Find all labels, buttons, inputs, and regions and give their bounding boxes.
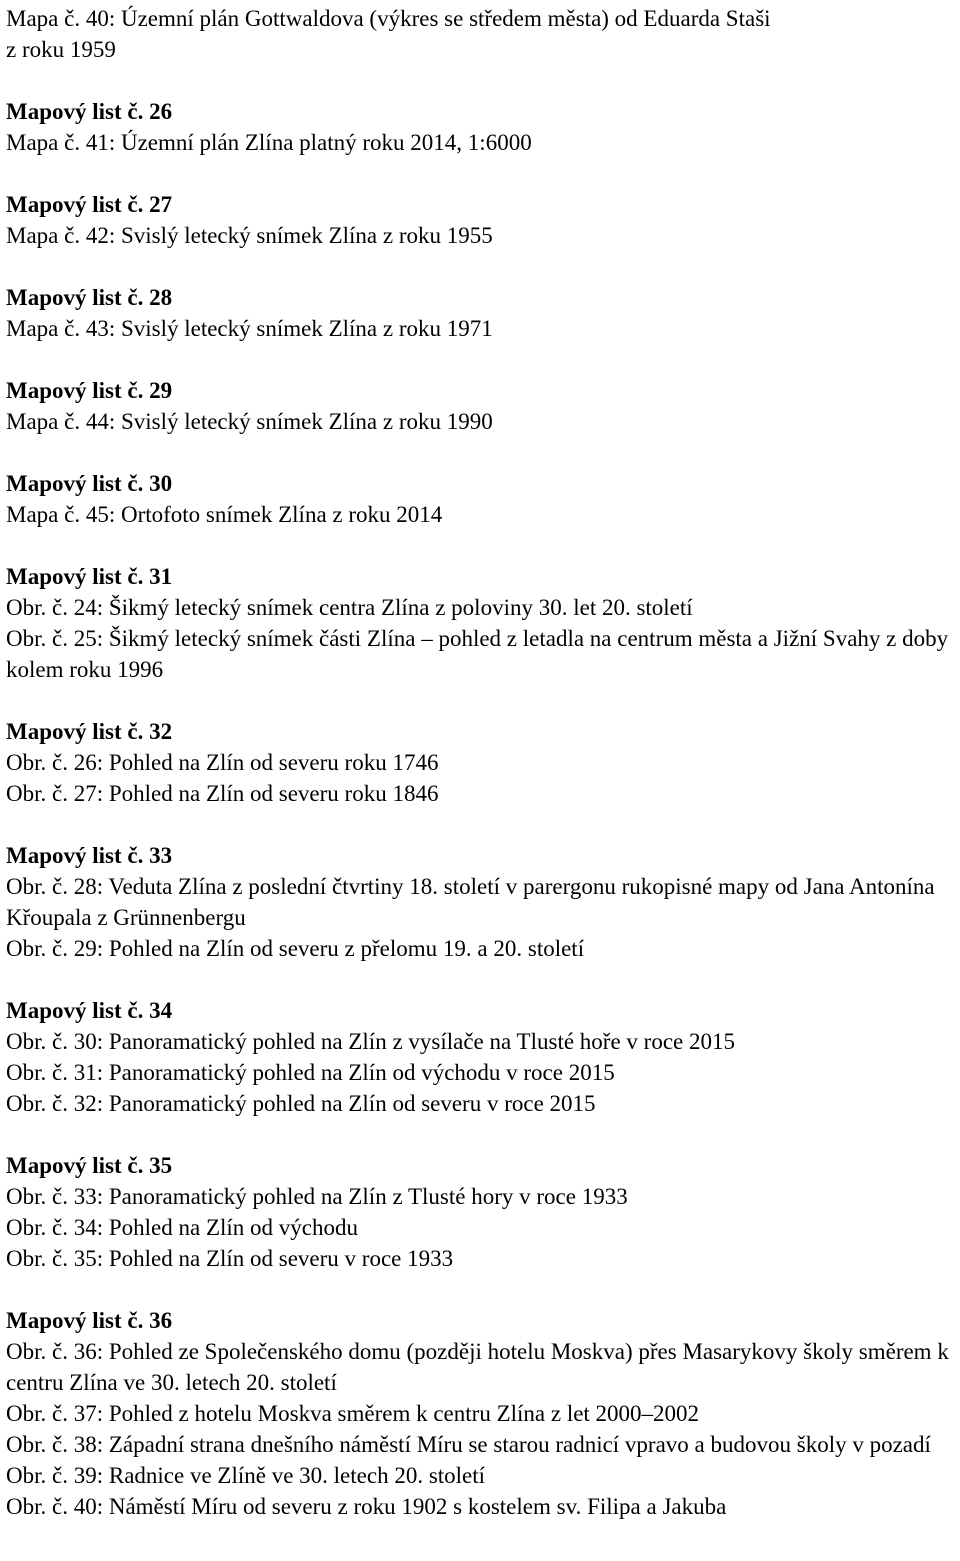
section-heading-31: Mapový list č. 31 [6, 564, 173, 589]
spacer [6, 251, 956, 282]
list-item: Obr. č. 30: Panoramatický pohled na Zlín z vysílače na Tlusté hoře v roce 2015 [6, 1029, 735, 1054]
list-item: Obr. č. 39: Radnice ve Zlíně ve 30. letech 20. století [6, 1463, 486, 1488]
list-item: Mapa č. 45: Ortofoto snímek Zlína z roku 2014 [6, 502, 443, 527]
spacer [6, 437, 956, 468]
spacer [6, 65, 956, 96]
section-heading-29: Mapový list č. 29 [6, 378, 173, 403]
section-heading-36: Mapový list č. 36 [6, 1308, 173, 1333]
intro-line-1: Mapa č. 40: Územní plán Gottwaldova (výkres se středem města) od Eduarda Staši [6, 6, 771, 31]
spacer [6, 344, 956, 375]
spacer [6, 1274, 956, 1305]
list-item: Obr. č. 24: Šikmý letecký snímek centra Zlína z poloviny 30. let 20. století [6, 595, 693, 620]
intro-line-2: z roku 1959 [6, 37, 116, 62]
list-item: Obr. č. 25: Šikmý letecký snímek části Zlína – pohled z letadla na centrum města a Jižní Svahy z doby kolem roku 1996 [6, 626, 949, 682]
list-item: Mapa č. 41: Územní plán Zlína platný roku 2014, 1:6000 [6, 130, 532, 155]
list-item: Obr. č. 38: Západní strana dnešního náměstí Míru se starou radnicí vpravo a budovou školy v pozadí [6, 1432, 931, 1457]
section-heading-33: Mapový list č. 33 [6, 843, 173, 868]
list-item: Mapa č. 42: Svislý letecký snímek Zlína z roku 1955 [6, 223, 493, 248]
section-heading-26: Mapový list č. 26 [6, 99, 173, 124]
section-heading-34: Mapový list č. 34 [6, 998, 173, 1023]
section-heading-28: Mapový list č. 28 [6, 285, 173, 310]
list-item: Obr. č. 32: Panoramatický pohled na Zlín od severu v roce 2015 [6, 1091, 596, 1116]
list-item: Obr. č. 28: Veduta Zlína z poslední čtvrtiny 18. století v parergonu rukopisné mapy od Jana Antonína Křoupala z Grünnenbergu [6, 874, 935, 930]
list-item: Obr. č. 36: Pohled ze Společenského domu (později hotelu Moskva) přes Masarykovy školy směrem k centru Zlína ve 30. letech 20. století [6, 1339, 949, 1395]
spacer [6, 530, 956, 561]
section-heading-30: Mapový list č. 30 [6, 471, 173, 496]
list-item: Mapa č. 43: Svislý letecký snímek Zlína z roku 1971 [6, 316, 493, 341]
list-item: Obr. č. 34: Pohled na Zlín od východu [6, 1215, 358, 1240]
spacer [6, 809, 956, 840]
spacer [6, 1119, 956, 1150]
list-item: Obr. č. 31: Panoramatický pohled na Zlín od východu v roce 2015 [6, 1060, 615, 1085]
list-item: Mapa č. 44: Svislý letecký snímek Zlína z roku 1990 [6, 409, 493, 434]
list-item: Obr. č. 37: Pohled z hotelu Moskva směrem k centru Zlína z let 2000–2002 [6, 1401, 700, 1426]
section-heading-35: Mapový list č. 35 [6, 1153, 173, 1178]
section-heading-27: Mapový list č. 27 [6, 192, 173, 217]
spacer [6, 685, 956, 716]
document-page [6, 0, 956, 1522]
section-heading-32: Mapový list č. 32 [6, 719, 173, 744]
spacer [6, 158, 956, 189]
list-item: Obr. č. 33: Panoramatický pohled na Zlín z Tlusté hory v roce 1933 [6, 1184, 628, 1209]
list-item: Obr. č. 40: Náměstí Míru od severu z roku 1902 s kostelem sv. Filipa a Jakuba [6, 1494, 727, 1519]
list-item: Obr. č. 29: Pohled na Zlín od severu z přelomu 19. a 20. století [6, 936, 585, 961]
list-item: Obr. č. 35: Pohled na Zlín od severu v roce 1933 [6, 1246, 454, 1271]
list-item: Obr. č. 27: Pohled na Zlín od severu roku 1846 [6, 781, 439, 806]
spacer [6, 964, 956, 995]
list-item: Obr. č. 26: Pohled na Zlín od severu roku 1746 [6, 750, 439, 775]
